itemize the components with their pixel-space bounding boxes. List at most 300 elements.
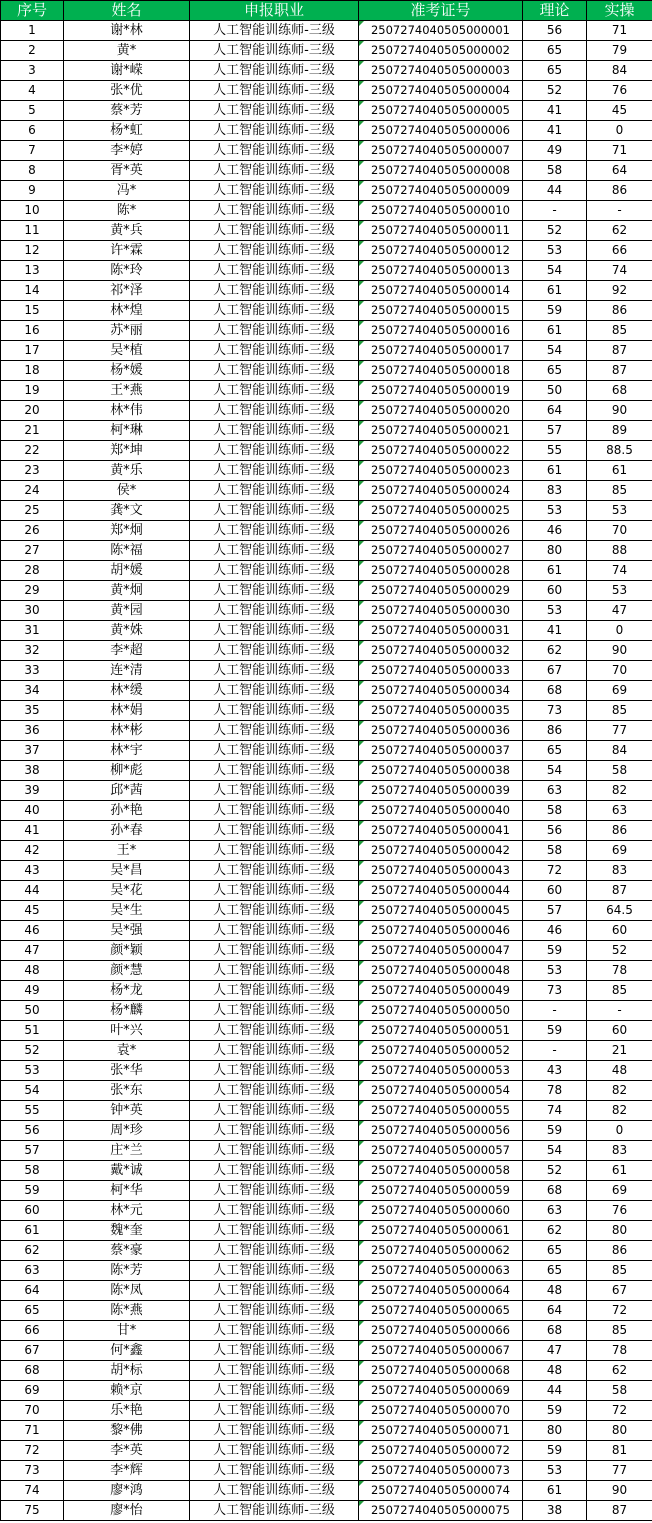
cell-practical[interactable]: 85 [587,981,652,1001]
cell-practical[interactable]: 83 [587,861,652,881]
cell-name[interactable]: 吴*强 [64,921,190,941]
cell-practical[interactable]: 82 [587,1101,652,1121]
cell-name[interactable]: 林*伟 [64,401,190,421]
cell-occupation[interactable]: 人工智能训练师-三级 [190,1341,359,1361]
cell-practical[interactable]: 72 [587,1401,652,1421]
cell-seq[interactable]: 46 [1,921,64,941]
cell-ticket-no[interactable]: 2507274040505000004 [359,81,523,101]
cell-occupation[interactable]: 人工智能训练师-三级 [190,541,359,561]
cell-ticket-no[interactable]: 2507274040505000035 [359,701,523,721]
cell-name[interactable]: 黄*姝 [64,621,190,641]
cell-ticket-no[interactable]: 2507274040505000041 [359,821,523,841]
cell-theory[interactable]: 65 [523,1261,587,1281]
cell-seq[interactable]: 53 [1,1061,64,1081]
cell-theory[interactable]: 53 [523,601,587,621]
cell-seq[interactable]: 16 [1,321,64,341]
cell-ticket-no[interactable]: 2507274040505000024 [359,481,523,501]
cell-occupation[interactable]: 人工智能训练师-三级 [190,1361,359,1381]
cell-ticket-no[interactable]: 2507274040505000049 [359,981,523,1001]
cell-theory[interactable]: 52 [523,1161,587,1181]
cell-theory[interactable]: 53 [523,501,587,521]
cell-occupation[interactable]: 人工智能训练师-三级 [190,41,359,61]
cell-practical[interactable]: 79 [587,41,652,61]
cell-seq[interactable]: 7 [1,141,64,161]
cell-seq[interactable]: 51 [1,1021,64,1041]
cell-theory[interactable]: 52 [523,221,587,241]
cell-theory[interactable]: 41 [523,101,587,121]
cell-theory[interactable]: 59 [523,1401,587,1421]
cell-ticket-no[interactable]: 2507274040505000007 [359,141,523,161]
cell-seq[interactable]: 41 [1,821,64,841]
cell-name[interactable]: 许*霖 [64,241,190,261]
cell-seq[interactable]: 1 [1,21,64,41]
cell-occupation[interactable]: 人工智能训练师-三级 [190,1381,359,1401]
cell-seq[interactable]: 20 [1,401,64,421]
cell-occupation[interactable]: 人工智能训练师-三级 [190,1081,359,1101]
cell-ticket-no[interactable]: 2507274040505000038 [359,761,523,781]
cell-theory[interactable]: 74 [523,1101,587,1121]
cell-occupation[interactable]: 人工智能训练师-三级 [190,261,359,281]
cell-practical[interactable]: 92 [587,281,652,301]
cell-seq[interactable]: 58 [1,1161,64,1181]
cell-theory[interactable]: 54 [523,261,587,281]
cell-ticket-no[interactable]: 2507274040505000065 [359,1301,523,1321]
cell-practical[interactable]: 61 [587,1161,652,1181]
cell-seq[interactable]: 43 [1,861,64,881]
cell-ticket-no[interactable]: 2507274040505000057 [359,1141,523,1161]
cell-practical[interactable]: 82 [587,1081,652,1101]
cell-ticket-no[interactable]: 2507274040505000045 [359,901,523,921]
cell-occupation[interactable]: 人工智能训练师-三级 [190,81,359,101]
cell-practical[interactable]: 69 [587,681,652,701]
cell-practical[interactable]: 58 [587,761,652,781]
cell-name[interactable]: 胥*英 [64,161,190,181]
cell-seq[interactable]: 22 [1,441,64,461]
cell-seq[interactable]: 69 [1,1381,64,1401]
cell-theory[interactable]: - [523,1041,587,1061]
cell-practical[interactable]: 89 [587,421,652,441]
cell-ticket-no[interactable]: 2507274040505000066 [359,1321,523,1341]
cell-occupation[interactable]: 人工智能训练师-三级 [190,661,359,681]
cell-ticket-no[interactable]: 2507274040505000018 [359,361,523,381]
cell-ticket-no[interactable]: 2507274040505000033 [359,661,523,681]
cell-ticket-no[interactable]: 2507274040505000021 [359,421,523,441]
cell-name[interactable]: 杨*麟 [64,1001,190,1021]
cell-name[interactable]: 林*宇 [64,741,190,761]
cell-seq[interactable]: 72 [1,1441,64,1461]
cell-seq[interactable]: 26 [1,521,64,541]
cell-name[interactable]: 张*优 [64,81,190,101]
cell-seq[interactable]: 14 [1,281,64,301]
cell-seq[interactable]: 17 [1,341,64,361]
cell-ticket-no[interactable]: 2507274040505000053 [359,1061,523,1081]
cell-name[interactable]: 柳*彪 [64,761,190,781]
cell-theory[interactable]: 65 [523,61,587,81]
cell-ticket-no[interactable]: 2507274040505000067 [359,1341,523,1361]
cell-practical[interactable]: 76 [587,1201,652,1221]
cell-occupation[interactable]: 人工智能训练师-三级 [190,961,359,981]
cell-theory[interactable]: 68 [523,681,587,701]
cell-practical[interactable]: 85 [587,1261,652,1281]
cell-ticket-no[interactable]: 2507274040505000014 [359,281,523,301]
cell-name[interactable]: 陈*福 [64,541,190,561]
cell-name[interactable]: 颜*慧 [64,961,190,981]
cell-theory[interactable]: 61 [523,321,587,341]
cell-theory[interactable]: 67 [523,661,587,681]
cell-theory[interactable]: 61 [523,461,587,481]
cell-practical[interactable]: 87 [587,1501,652,1521]
cell-name[interactable]: 吴*昌 [64,861,190,881]
cell-practical[interactable]: 76 [587,81,652,101]
cell-practical[interactable]: 58 [587,1381,652,1401]
cell-name[interactable]: 李*婷 [64,141,190,161]
cell-name[interactable]: 黄* [64,41,190,61]
cell-occupation[interactable]: 人工智能训练师-三级 [190,1101,359,1121]
cell-occupation[interactable]: 人工智能训练师-三级 [190,681,359,701]
cell-occupation[interactable]: 人工智能训练师-三级 [190,1201,359,1221]
cell-seq[interactable]: 42 [1,841,64,861]
cell-practical[interactable]: 63 [587,801,652,821]
cell-ticket-no[interactable]: 2507274040505000071 [359,1421,523,1441]
cell-practical[interactable]: 70 [587,521,652,541]
cell-theory[interactable]: 73 [523,981,587,1001]
cell-name[interactable]: 廖*怡 [64,1501,190,1521]
cell-seq[interactable]: 5 [1,101,64,121]
cell-ticket-no[interactable]: 2507274040505000005 [359,101,523,121]
cell-theory[interactable]: 65 [523,1241,587,1261]
cell-occupation[interactable]: 人工智能训练师-三级 [190,1141,359,1161]
cell-practical[interactable]: 67 [587,1281,652,1301]
cell-name[interactable]: 杨*媛 [64,361,190,381]
cell-theory[interactable]: 56 [523,21,587,41]
cell-ticket-no[interactable]: 2507274040505000012 [359,241,523,261]
cell-seq[interactable]: 30 [1,601,64,621]
cell-name[interactable]: 谢*林 [64,21,190,41]
cell-occupation[interactable]: 人工智能训练师-三级 [190,421,359,441]
cell-name[interactable]: 胡*媛 [64,561,190,581]
cell-theory[interactable]: 61 [523,281,587,301]
cell-practical[interactable]: - [587,201,652,221]
cell-seq[interactable]: 29 [1,581,64,601]
cell-ticket-no[interactable]: 2507274040505000036 [359,721,523,741]
cell-practical[interactable]: 85 [587,701,652,721]
cell-practical[interactable]: 88.5 [587,441,652,461]
cell-name[interactable]: 苏*丽 [64,321,190,341]
cell-name[interactable]: 乐*艳 [64,1401,190,1421]
cell-theory[interactable]: 44 [523,1381,587,1401]
cell-seq[interactable]: 36 [1,721,64,741]
cell-name[interactable]: 谢*嵘 [64,61,190,81]
cell-seq[interactable]: 50 [1,1001,64,1021]
cell-theory[interactable]: 60 [523,581,587,601]
cell-occupation[interactable]: 人工智能训练师-三级 [190,721,359,741]
cell-occupation[interactable]: 人工智能训练师-三级 [190,101,359,121]
cell-name[interactable]: 吴*生 [64,901,190,921]
cell-occupation[interactable]: 人工智能训练师-三级 [190,381,359,401]
cell-practical[interactable]: 85 [587,481,652,501]
cell-practical[interactable]: 86 [587,1241,652,1261]
cell-name[interactable]: 赖*京 [64,1381,190,1401]
cell-occupation[interactable]: 人工智能训练师-三级 [190,221,359,241]
cell-practical[interactable]: 87 [587,881,652,901]
cell-seq[interactable]: 25 [1,501,64,521]
cell-theory[interactable]: 49 [523,141,587,161]
cell-seq[interactable]: 56 [1,1121,64,1141]
cell-theory[interactable]: 59 [523,1021,587,1041]
cell-occupation[interactable]: 人工智能训练师-三级 [190,301,359,321]
cell-ticket-no[interactable]: 2507274040505000043 [359,861,523,881]
cell-ticket-no[interactable]: 2507274040505000026 [359,521,523,541]
cell-ticket-no[interactable]: 2507274040505000051 [359,1021,523,1041]
cell-ticket-no[interactable]: 2507274040505000068 [359,1361,523,1381]
cell-name[interactable]: 庄*兰 [64,1141,190,1161]
cell-practical[interactable]: 82 [587,781,652,801]
cell-practical[interactable]: 62 [587,221,652,241]
cell-seq[interactable]: 61 [1,1221,64,1241]
cell-ticket-no[interactable]: 2507274040505000052 [359,1041,523,1061]
cell-seq[interactable]: 63 [1,1261,64,1281]
cell-theory[interactable]: 47 [523,1341,587,1361]
cell-seq[interactable]: 68 [1,1361,64,1381]
cell-ticket-no[interactable]: 2507274040505000016 [359,321,523,341]
cell-seq[interactable]: 19 [1,381,64,401]
cell-seq[interactable]: 70 [1,1401,64,1421]
cell-theory[interactable]: 78 [523,1081,587,1101]
cell-seq[interactable]: 47 [1,941,64,961]
cell-occupation[interactable]: 人工智能训练师-三级 [190,181,359,201]
cell-ticket-no[interactable]: 2507274040505000046 [359,921,523,941]
cell-occupation[interactable]: 人工智能训练师-三级 [190,901,359,921]
cell-occupation[interactable]: 人工智能训练师-三级 [190,521,359,541]
cell-theory[interactable]: - [523,1001,587,1021]
cell-theory[interactable]: 68 [523,1321,587,1341]
cell-name[interactable]: 甘* [64,1321,190,1341]
cell-name[interactable]: 钟*英 [64,1101,190,1121]
cell-seq[interactable]: 4 [1,81,64,101]
cell-practical[interactable]: 78 [587,961,652,981]
cell-ticket-no[interactable]: 2507274040505000002 [359,41,523,61]
cell-name[interactable]: 魏*奎 [64,1221,190,1241]
cell-theory[interactable]: 60 [523,881,587,901]
cell-name[interactable]: 黄*乐 [64,461,190,481]
cell-theory[interactable]: 54 [523,341,587,361]
cell-practical[interactable]: 68 [587,381,652,401]
header-practical[interactable]: 实操 [587,1,652,21]
cell-occupation[interactable]: 人工智能训练师-三级 [190,61,359,81]
cell-ticket-no[interactable]: 2507274040505000001 [359,21,523,41]
cell-seq[interactable]: 33 [1,661,64,681]
cell-occupation[interactable]: 人工智能训练师-三级 [190,861,359,881]
cell-seq[interactable]: 66 [1,1321,64,1341]
cell-name[interactable]: 邱*茜 [64,781,190,801]
cell-name[interactable]: 叶*兴 [64,1021,190,1041]
cell-occupation[interactable]: 人工智能训练师-三级 [190,1461,359,1481]
cell-occupation[interactable]: 人工智能训练师-三级 [190,121,359,141]
cell-seq[interactable]: 64 [1,1281,64,1301]
cell-seq[interactable]: 40 [1,801,64,821]
cell-seq[interactable]: 44 [1,881,64,901]
cell-practical[interactable]: 78 [587,1341,652,1361]
cell-occupation[interactable]: 人工智能训练师-三级 [190,361,359,381]
cell-theory[interactable]: 65 [523,741,587,761]
cell-name[interactable]: 李*英 [64,1441,190,1461]
cell-ticket-no[interactable]: 2507274040505000040 [359,801,523,821]
header-theory[interactable]: 理论 [523,1,587,21]
cell-practical[interactable]: 77 [587,721,652,741]
cell-name[interactable]: 王* [64,841,190,861]
cell-ticket-no[interactable]: 2507274040505000031 [359,621,523,641]
cell-ticket-no[interactable]: 2507274040505000072 [359,1441,523,1461]
cell-name[interactable]: 林*缓 [64,681,190,701]
cell-ticket-no[interactable]: 2507274040505000056 [359,1121,523,1141]
cell-practical[interactable]: 60 [587,1021,652,1041]
cell-ticket-no[interactable]: 2507274040505000073 [359,1461,523,1481]
cell-ticket-no[interactable]: 2507274040505000055 [359,1101,523,1121]
cell-practical[interactable]: 90 [587,1481,652,1501]
cell-practical[interactable]: 45 [587,101,652,121]
cell-ticket-no[interactable]: 2507274040505000075 [359,1501,523,1521]
cell-name[interactable]: 孙*艳 [64,801,190,821]
cell-practical[interactable]: 60 [587,921,652,941]
cell-seq[interactable]: 6 [1,121,64,141]
cell-seq[interactable]: 34 [1,681,64,701]
cell-seq[interactable]: 11 [1,221,64,241]
cell-name[interactable]: 蔡*芳 [64,101,190,121]
cell-practical[interactable]: 48 [587,1061,652,1081]
cell-theory[interactable]: 62 [523,1221,587,1241]
cell-ticket-no[interactable]: 2507274040505000048 [359,961,523,981]
cell-name[interactable]: 祁*泽 [64,281,190,301]
cell-occupation[interactable]: 人工智能训练师-三级 [190,1281,359,1301]
cell-practical[interactable]: 86 [587,821,652,841]
cell-name[interactable]: 张*华 [64,1061,190,1081]
cell-practical[interactable]: 0 [587,121,652,141]
cell-theory[interactable]: 46 [523,921,587,941]
cell-practical[interactable]: 0 [587,621,652,641]
cell-practical[interactable]: 66 [587,241,652,261]
cell-occupation[interactable]: 人工智能训练师-三级 [190,561,359,581]
cell-theory[interactable]: 80 [523,541,587,561]
cell-theory[interactable]: 58 [523,161,587,181]
cell-theory[interactable]: 54 [523,1141,587,1161]
cell-seq[interactable]: 8 [1,161,64,181]
cell-theory[interactable]: 65 [523,361,587,381]
cell-theory[interactable]: 41 [523,121,587,141]
cell-name[interactable]: 林*娟 [64,701,190,721]
cell-theory[interactable]: 64 [523,1301,587,1321]
cell-ticket-no[interactable]: 2507274040505000022 [359,441,523,461]
cell-occupation[interactable]: 人工智能训练师-三级 [190,1241,359,1261]
cell-practical[interactable]: 61 [587,461,652,481]
cell-theory[interactable]: 73 [523,701,587,721]
cell-seq[interactable]: 28 [1,561,64,581]
cell-ticket-no[interactable]: 2507274040505000042 [359,841,523,861]
cell-theory[interactable]: 52 [523,81,587,101]
cell-occupation[interactable]: 人工智能训练师-三级 [190,941,359,961]
cell-occupation[interactable]: 人工智能训练师-三级 [190,701,359,721]
cell-seq[interactable]: 18 [1,361,64,381]
cell-name[interactable]: 杨*龙 [64,981,190,1001]
cell-ticket-no[interactable]: 2507274040505000074 [359,1481,523,1501]
cell-name[interactable]: 李*辉 [64,1461,190,1481]
cell-seq[interactable]: 35 [1,701,64,721]
cell-ticket-no[interactable]: 2507274040505000069 [359,1381,523,1401]
cell-occupation[interactable]: 人工智能训练师-三级 [190,1301,359,1321]
cell-practical[interactable]: 87 [587,341,652,361]
cell-theory[interactable]: 41 [523,621,587,641]
cell-name[interactable]: 胡*标 [64,1361,190,1381]
cell-name[interactable]: 黄*园 [64,601,190,621]
header-occupation[interactable]: 申报职业 [190,1,359,21]
cell-name[interactable]: 陈*凤 [64,1281,190,1301]
cell-ticket-no[interactable]: 2507274040505000013 [359,261,523,281]
cell-practical[interactable]: 90 [587,641,652,661]
cell-occupation[interactable]: 人工智能训练师-三级 [190,601,359,621]
cell-seq[interactable]: 3 [1,61,64,81]
cell-occupation[interactable]: 人工智能训练师-三级 [190,1121,359,1141]
cell-seq[interactable]: 38 [1,761,64,781]
cell-ticket-no[interactable]: 2507274040505000008 [359,161,523,181]
cell-theory[interactable]: 44 [523,181,587,201]
cell-occupation[interactable]: 人工智能训练师-三级 [190,881,359,901]
cell-seq[interactable]: 39 [1,781,64,801]
cell-seq[interactable]: 24 [1,481,64,501]
cell-seq[interactable]: 60 [1,1201,64,1221]
cell-practical[interactable]: 64 [587,161,652,181]
cell-ticket-no[interactable]: 2507274040505000023 [359,461,523,481]
cell-name[interactable]: 郑*炯 [64,521,190,541]
cell-seq[interactable]: 65 [1,1301,64,1321]
cell-occupation[interactable]: 人工智能训练师-三级 [190,841,359,861]
cell-theory[interactable]: 58 [523,841,587,861]
cell-theory[interactable]: 62 [523,641,587,661]
cell-theory[interactable]: 55 [523,441,587,461]
cell-name[interactable]: 冯* [64,181,190,201]
cell-ticket-no[interactable]: 2507274040505000050 [359,1001,523,1021]
cell-practical[interactable]: 83 [587,1141,652,1161]
cell-name[interactable]: 孙*春 [64,821,190,841]
cell-seq[interactable]: 15 [1,301,64,321]
cell-occupation[interactable]: 人工智能训练师-三级 [190,201,359,221]
cell-theory[interactable]: 38 [523,1501,587,1521]
cell-practical[interactable]: 71 [587,141,652,161]
cell-theory[interactable]: 61 [523,1481,587,1501]
cell-name[interactable]: 柯*琳 [64,421,190,441]
cell-name[interactable]: 蔡*豪 [64,1241,190,1261]
cell-occupation[interactable]: 人工智能训练师-三级 [190,641,359,661]
cell-ticket-no[interactable]: 2507274040505000047 [359,941,523,961]
cell-name[interactable]: 周*珍 [64,1121,190,1141]
cell-occupation[interactable]: 人工智能训练师-三级 [190,741,359,761]
cell-occupation[interactable]: 人工智能训练师-三级 [190,1261,359,1281]
cell-theory[interactable]: - [523,201,587,221]
cell-practical[interactable]: 84 [587,61,652,81]
cell-theory[interactable]: 58 [523,801,587,821]
cell-seq[interactable]: 23 [1,461,64,481]
cell-occupation[interactable]: 人工智能训练师-三级 [190,161,359,181]
cell-name[interactable]: 龚*文 [64,501,190,521]
cell-theory[interactable]: 53 [523,961,587,981]
cell-practical[interactable]: 47 [587,601,652,621]
cell-seq[interactable]: 71 [1,1421,64,1441]
cell-seq[interactable]: 73 [1,1461,64,1481]
cell-practical[interactable]: 74 [587,261,652,281]
cell-theory[interactable]: 53 [523,1461,587,1481]
cell-occupation[interactable]: 人工智能训练师-三级 [190,141,359,161]
cell-ticket-no[interactable]: 2507274040505000011 [359,221,523,241]
cell-ticket-no[interactable]: 2507274040505000064 [359,1281,523,1301]
cell-theory[interactable]: 57 [523,901,587,921]
